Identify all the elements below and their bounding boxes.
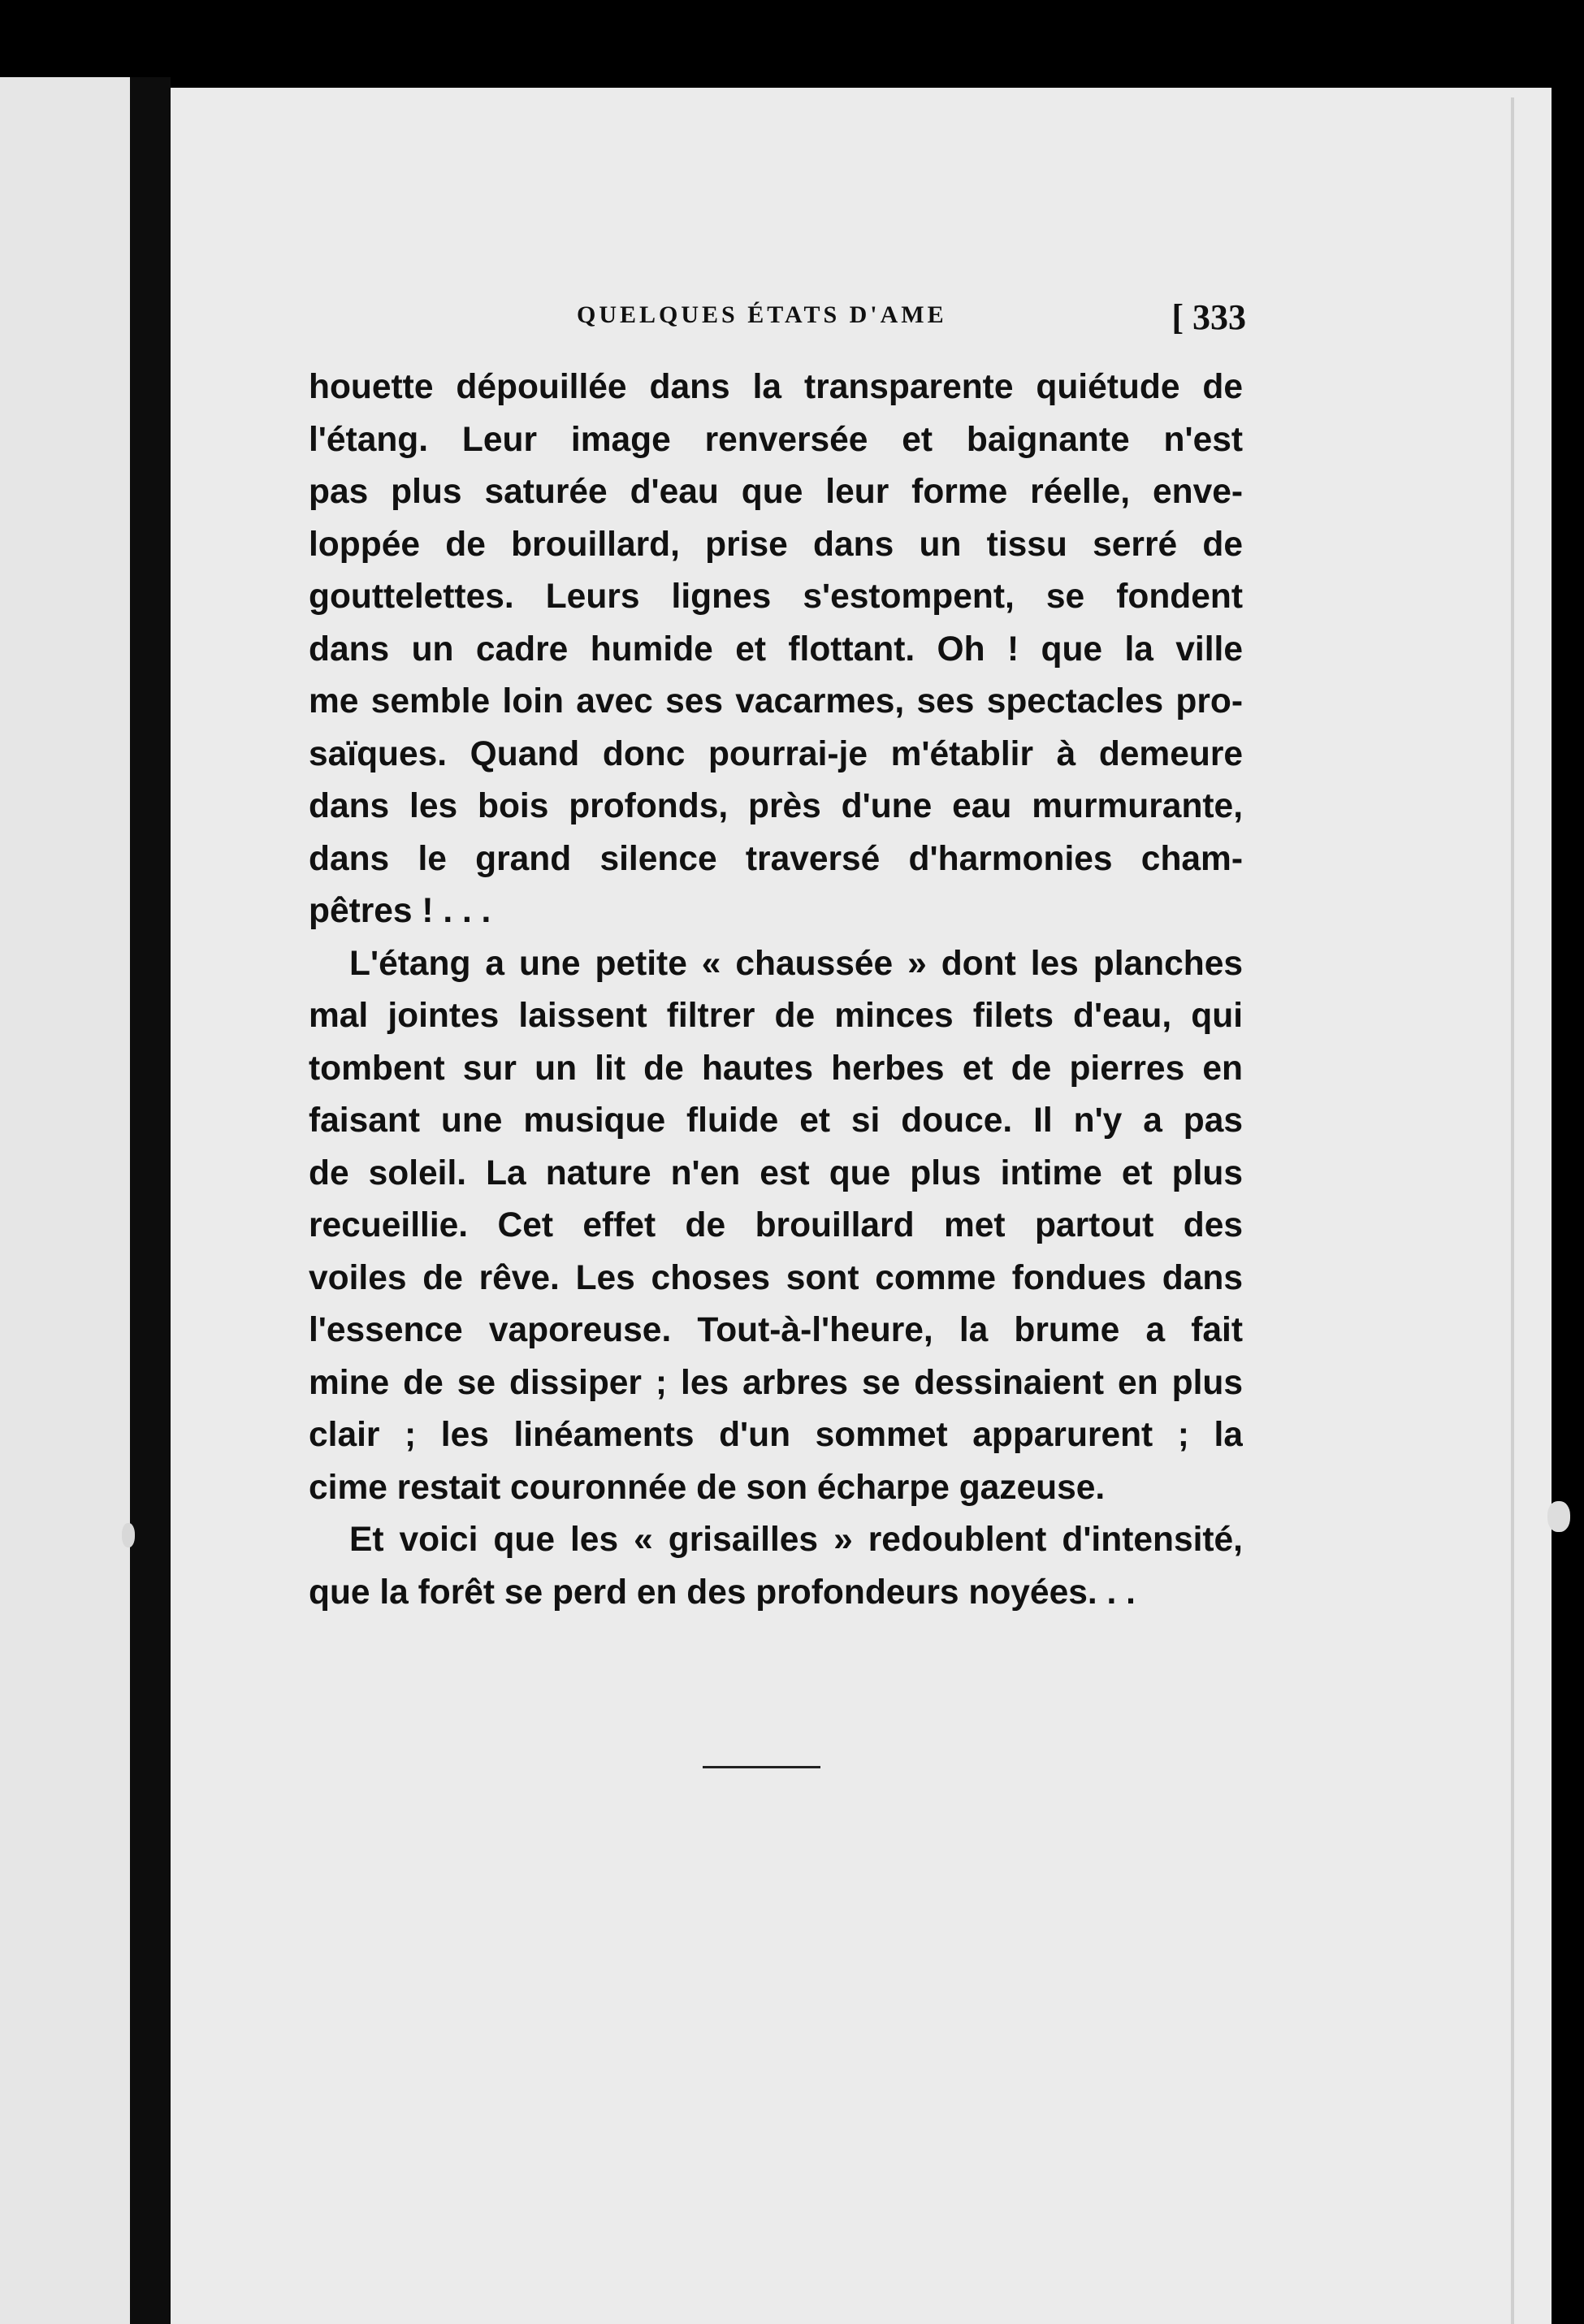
text-line: mal jointes laissent filtrer de minces filets d'eau, qui <box>309 997 1243 1035</box>
scan-background <box>1552 0 1584 2324</box>
text-line: de soleil. La nature n'en est que plus intime et plus <box>309 1153 1243 1192</box>
text-line: Et voici que les « grisailles » redoublent d'intensité, <box>349 1521 1243 1559</box>
left-page-edge <box>0 77 130 2324</box>
section-end-rule <box>703 1766 820 1768</box>
text-line: l'essence vaporeuse. Tout-à-l'heure, la brume a fait <box>309 1311 1243 1349</box>
text-line: L'étang a une petite « chaussée » dont les planches <box>349 944 1243 983</box>
text-line: pas plus saturée d'eau que leur forme réelle, enve- <box>309 473 1243 511</box>
text-line: que la forêt se perd en des profondeurs noyées. . . <box>309 1573 1136 1612</box>
text-line: l'étang. Leur image renversée et baignante n'est <box>309 420 1243 459</box>
text-line: voiles de rêve. Les choses sont comme fondues dans <box>309 1258 1243 1297</box>
text-line: clair ; les linéaments d'un sommet apparurent ; la <box>309 1416 1243 1454</box>
scan-artifact <box>1547 1501 1570 1532</box>
running-title: QUELQUES ÉTATS D'AME <box>577 301 947 328</box>
text-line: dans un cadre humide et flottant. Oh ! que la ville <box>309 630 1243 669</box>
text-line: mine de se dissiper ; les arbres se dessinaient en plus <box>309 1363 1243 1402</box>
text-line: recueillie. Cet effet de brouillard met partout des <box>309 1206 1243 1244</box>
text-line: tombent sur un lit de hautes herbes et de pierres en <box>309 1049 1243 1088</box>
text-line: dans les bois profonds, près d'une eau murmurante, <box>309 787 1243 825</box>
text-line: faisant une musique fluide et si douce. Il n'y a pas <box>309 1101 1243 1140</box>
text-line: pêtres ! . . . <box>309 892 491 930</box>
page-header <box>569 296 1251 345</box>
book-gutter <box>130 77 171 2324</box>
body-text <box>309 361 1243 1619</box>
text-line: saïques. Quand donc pourrai-je m'établir à demeure <box>309 734 1243 773</box>
text-line: houette dépouillée dans la transparente quiétude de <box>309 368 1243 406</box>
page-edge-shadow <box>1511 97 1514 2324</box>
text-line: cime restait couronnée de son écharpe gazeuse. <box>309 1468 1106 1507</box>
scan-artifact <box>122 1523 135 1547</box>
text-line: loppée de brouillard, prise dans un tissu serré de <box>309 525 1243 564</box>
page-number: [ 333 <box>1171 297 1246 337</box>
text-line: dans le grand silence traversé d'harmonies cham- <box>309 839 1243 878</box>
text-line: gouttelettes. Leurs lignes s'estompent, se fondent <box>309 578 1243 616</box>
text-line: me semble loin avec ses vacarmes, ses spectacles pro- <box>309 682 1243 721</box>
